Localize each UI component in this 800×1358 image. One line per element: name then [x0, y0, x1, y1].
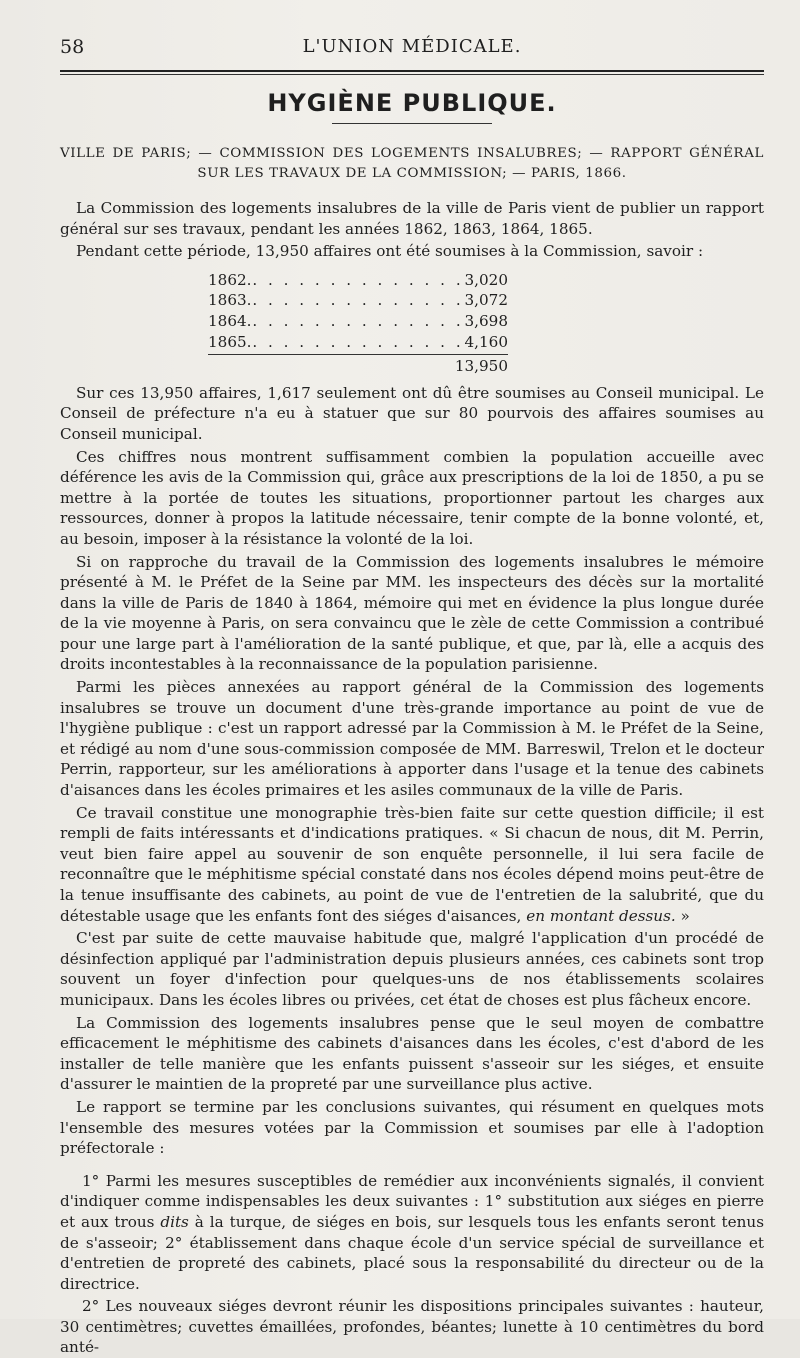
year-cell: 1863.	[208, 291, 252, 310]
section-rule	[332, 123, 492, 124]
paragraph: Si on rapproche du travail de la Commission des logements insalubres le mémoire présenté à M. le Préfet de la Seine par MM. les inspecteurs des décès sur la mortalité dans la ville de Paris de 1840 à 1864, mémoire qui met en évidence la plus longue durée de la vie moyenne à Paris, on sera convaincu que le zèle de cette Commission a contribué pour une large part à l'amélioration de la santé publique, et que, par là, elle a acquis des droits incontestables à la reconnaissance de la population parisienne.	[60, 552, 764, 674]
table-total: 13,950	[208, 354, 508, 377]
dot-leader: . . . . . . . . . . . . . .	[252, 291, 464, 310]
page-number: 58	[60, 36, 85, 58]
count-cell: 3,698	[464, 311, 508, 330]
dot-leader: . . . . . . . . . . . . . .	[252, 270, 464, 289]
table-row	[208, 332, 508, 353]
dot-leader: . . . . . . . . . . . . . .	[252, 311, 464, 330]
paragraph: Pendant cette période, 13,950 affaires ont été soumises à la Commission, savoir :	[76, 242, 704, 261]
header-rule	[60, 70, 764, 72]
paragraph	[60, 803, 764, 927]
article-body	[60, 198, 764, 1358]
count-cell: 3,072	[464, 291, 508, 310]
paragraph: La Commission des logements insalubres pense que le seul moyen de combattre efficacement le méphitisme des cabinets d'aisances dans les écoles, c'est d'abord de les installer de telle manière que les enfants puissent s'asseoir sur les siéges, et ensuite d'assurer le maintien de la propreté par une surveillance plus active.	[60, 1013, 764, 1094]
paragraph: Le rapport se termine par les conclusions suivantes, qui résument en quelques mots l'ensemble des mesures votées par la Commission et soumises par elle à l'adoption préfectorale :	[60, 1097, 764, 1158]
year-cell: 1862.	[208, 270, 252, 289]
table-row	[208, 290, 508, 311]
article-heading	[60, 144, 764, 184]
paragraph: Ces chiffres nous montrent suffisamment combien la population accueille avec déférence les avis de la Commission qui, grâce aux prescriptions de la loi de 1850, a pu se mettre à la portée de toutes les situations, proportionner partout les charges aux ressources, donner à propos la latitude nécessaire, tenir compte de la bonne volonté, et, au besoin, imposer à la résistance la volonté de la loi.	[60, 447, 764, 548]
paragraph-text: Ce travail constitue une monographie très-bien faite sur cette question difficile; il est rempli de faits intéressants et d'indications pratiques. « Si chacun de nous, dit M. Perrin, veut bien faire appel au souvenir de son enquête personnelle, il lui sera facile de reconnaître que le méphitisme spécial constaté dans nos écoles dépend moins peut-être de la tenue insuffisante des cabinets, au point de vue de l'entretien de la salubrité, que du détestable usage que les enfants font des siéges d'aisances,	[60, 803, 764, 925]
emphasis: dits	[160, 1212, 189, 1231]
journal-title: L'UNION MÉDICALE.	[302, 36, 522, 57]
year-cell: 1864.	[208, 311, 252, 330]
conclusion-item: 2° Les nouveaux siéges devront réunir les dispositions principales suivantes : hauteur, 30 centimètres; cuvettes émaillées, profondes, béantes; lunette à 10 centimètres du bord anté-	[60, 1297, 764, 1357]
paragraph: C'est par suite de cette mauvaise habitude que, malgré l'application d'un procédé de désinfection appliqué par l'administration depuis plusieurs années, ces cabinets sont trop souvent un foyer d'infection pour quelques-uns de nos établissements scolaires municipaux. Dans les écoles libres ou privées, cet état de choses est plus fâcheux encore.	[60, 929, 764, 1009]
conclusions-list	[60, 1171, 764, 1358]
count-cell: 3,020	[464, 270, 508, 289]
section-title: HYGIÈNE PUBLIQUE.	[267, 89, 557, 117]
header-rule-thin	[60, 74, 764, 75]
article-heading-line-1: VILLE DE PARIS; — COMMISSION DES LOGEMENTS INSALUBRES; — RAPPORT GÉNÉRAL	[60, 146, 764, 161]
year-cell: 1865.	[208, 332, 252, 351]
conclusion-item	[60, 1171, 764, 1295]
closing-quote: »	[680, 906, 690, 925]
emphasis: en montant dessus.	[526, 906, 676, 925]
table-row	[208, 311, 508, 332]
paragraph: Parmi les pièces annexées au rapport général de la Commission des logements insalubres se trouve un document d'une très-grande importance au point de vue de l'hygiène publique : c'est un rapport adressé par la Commission à M. le Préfet de la Seine, et rédigé au nom d'une sous-commission composée de MM. Barreswil, Trelon et le docteur Perrin, rapporteur, sur les améliorations à apporter dans l'usage et la tenue des cabinets d'aisances dans les écoles primaires et les asiles communaux de la ville de Paris.	[60, 678, 764, 800]
paragraph: Sur ces 13,950 affaires, 1,617 seulement ont dû être soumises au Conseil municipal. Le Conseil de préfecture n'a eu à statuer que sur 80 pourvois des affaires soumises au Conseil municipal.	[60, 383, 764, 443]
paragraph: La Commission des logements insalubres de la ville de Paris vient de publier un rapport général sur ses travaux, pendant les années 1862, 1863, 1864, 1865.	[60, 199, 764, 238]
dot-leader: . . . . . . . . . . . . . .	[252, 332, 464, 351]
running-head	[60, 30, 764, 56]
count-cell: 4,160	[464, 332, 508, 351]
table-row	[208, 270, 508, 291]
paragraph-text: à la turque, de siéges en bois, sur lesquels tous les enfants seront tenus de s'asseoir; 2° établissement dans chaque école d'un service spécial de surveillance et d'entretien de propreté des cabinets, placé sous la responsabilité du directeur ou de la directrice.	[60, 1212, 765, 1293]
cases-by-year-table	[208, 270, 508, 377]
paragraph-text: 1° Parmi les mesures susceptibles de remédier aux inconvénients signalés, il convient d'indiquer comme indispensables les deux suivantes : 1° substitution aux siéges en pierre et aux trous	[60, 1171, 764, 1231]
article-heading-line-2: SUR LES TRAVAUX DE LA COMMISSION; — PARIS, 1866.	[197, 166, 627, 181]
